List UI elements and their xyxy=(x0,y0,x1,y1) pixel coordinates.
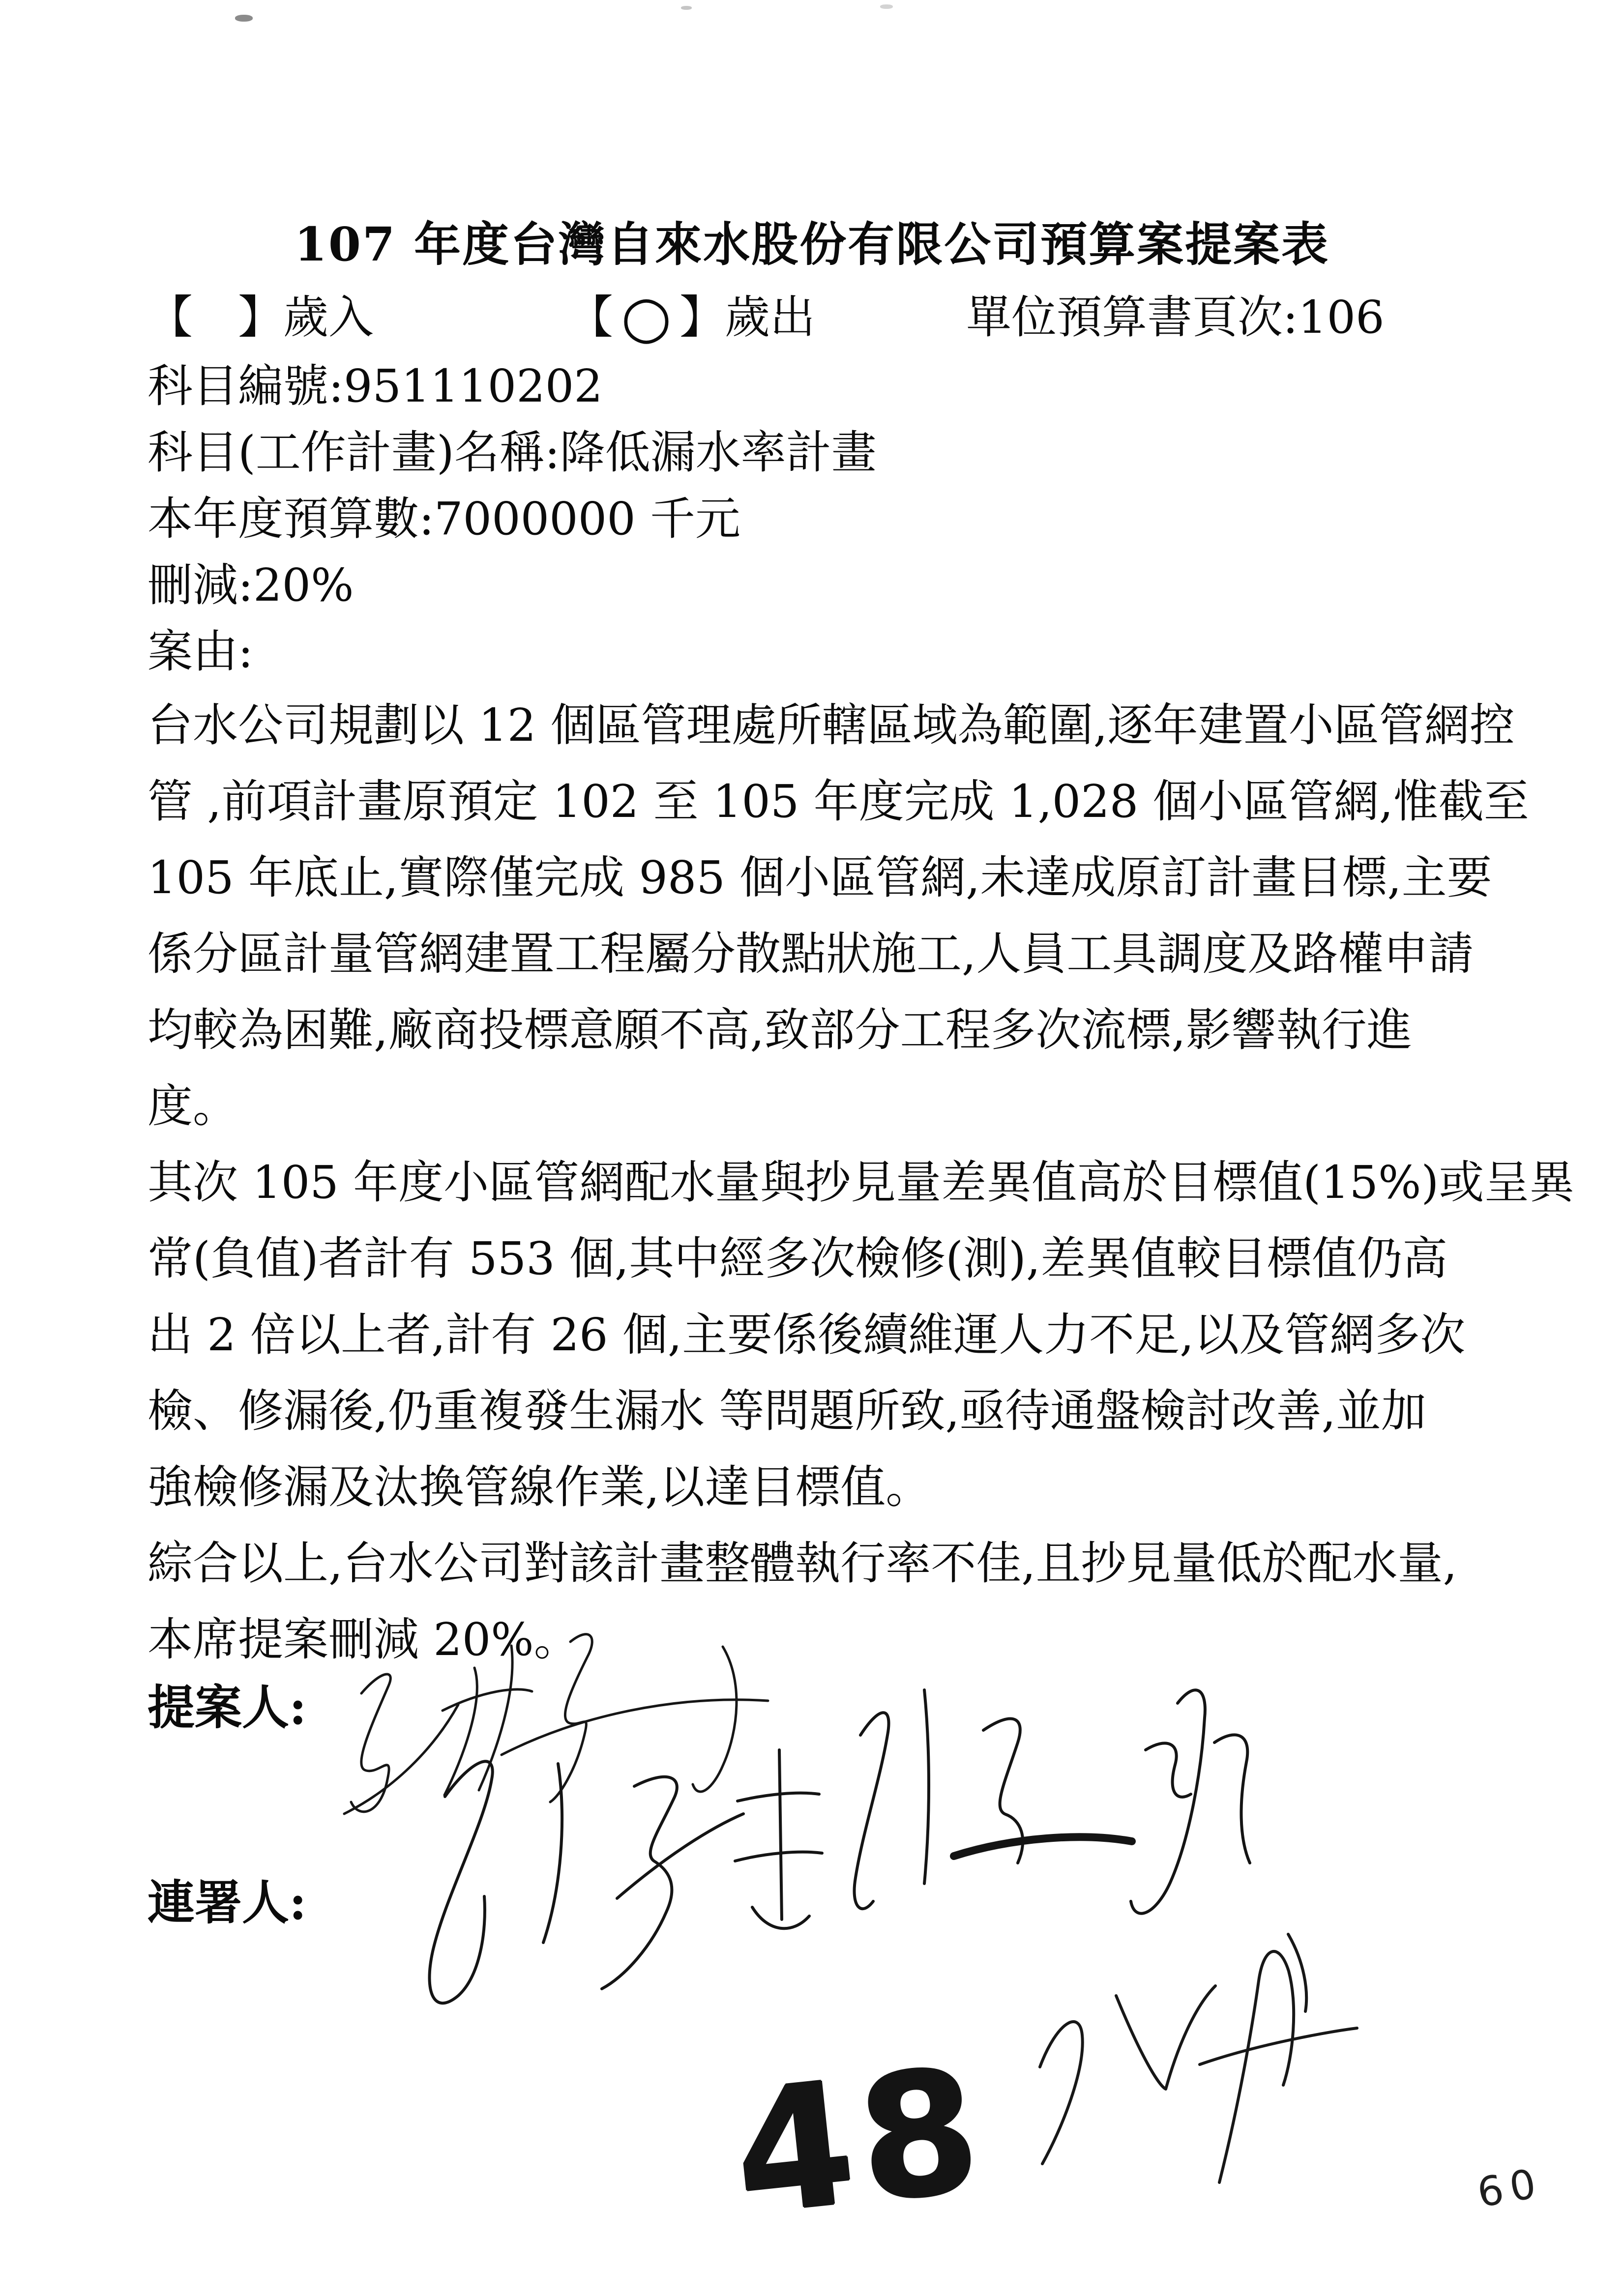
proposer-signature xyxy=(344,1634,768,1814)
body-line: 台水公司規劃以 12 個區管理處所轄區域為範圍,逐年建置小區管網控 xyxy=(148,699,1515,752)
subject-name-field: 科目(工作計畫)名稱:降低漏水率計畫 xyxy=(148,426,877,479)
body-line: 度。 xyxy=(148,1080,238,1133)
handwritten-page-number-60: 60 xyxy=(1474,2159,1546,2217)
annual-budget-field: 本年度預算數:7000000 千元 xyxy=(148,493,740,545)
cosigner-label: 連署人: xyxy=(148,1875,307,1930)
body-line: 常(負值)者計有 553 個,其中經多次檢修(測),差異值較目標值仍高 xyxy=(148,1232,1448,1285)
body-line: 綜合以上,台水公司對該計畫整體執行率不佳,且抄見量低於配水量, xyxy=(148,1537,1457,1590)
body-line: 出 2 倍以上者,計有 26 個,主要係後續維運人力不足,以及管網多次 xyxy=(148,1308,1466,1361)
reduction-field: 刪減:20% xyxy=(148,559,354,611)
body-line: 均較為困難,廠商投標意願不高,致部分工程多次流標,影響執行進 xyxy=(148,1004,1412,1056)
body-line: 管 ,前項計畫原預定 102 至 105 年度完成 1,028 個小區管網,惟截至 xyxy=(148,775,1529,828)
page-title: 107 年度台灣自來水股份有限公司預算案提案表 xyxy=(294,217,1330,272)
proposer-label: 提案人: xyxy=(148,1680,307,1735)
selected-circle-mark: ○ xyxy=(621,283,672,350)
body-line: 係分區計量管網建置工程屬分散點狀施工,人員工具調度及路權申請 xyxy=(148,928,1474,980)
expenditure-close-bracket: 】 xyxy=(679,291,725,344)
subject-code-field: 科目編號:951110202 xyxy=(148,360,603,412)
body-line: 檢、修漏後,仍重複發生漏水 等問題所致,亟待通盤檢討改善,並加 xyxy=(148,1385,1426,1437)
body-line: 105 年底止,實際僅完成 985 個小區管網,未達成原訂計畫目標,主要 xyxy=(148,851,1492,904)
unit-budget-page-ref: 單位預算書頁次:106 xyxy=(966,291,1385,344)
body-line: 本席提案刪減 20%。 xyxy=(148,1613,579,1666)
body-line: 強檢修漏及汰換管線作業,以達目標值。 xyxy=(148,1461,931,1513)
case-reason-label: 案由: xyxy=(148,625,253,678)
expenditure-open-bracket: 【 xyxy=(568,291,614,344)
cosigner-signature-1 xyxy=(429,1750,822,2003)
revenue-brackets: 【 】 xyxy=(148,291,284,344)
cosigner-signature-2 xyxy=(855,1690,1250,1914)
revenue-label: 歲入 xyxy=(283,291,374,344)
expenditure-label: 歲出 xyxy=(725,291,816,344)
cosigner-signature-3 xyxy=(1040,1934,1357,2182)
handwritten-number-48: 48 xyxy=(725,2031,995,2254)
body-line: 其次 105 年度小區管網配水量與抄見量差異值高於目標值(15%)或呈異 xyxy=(148,1156,1575,1209)
